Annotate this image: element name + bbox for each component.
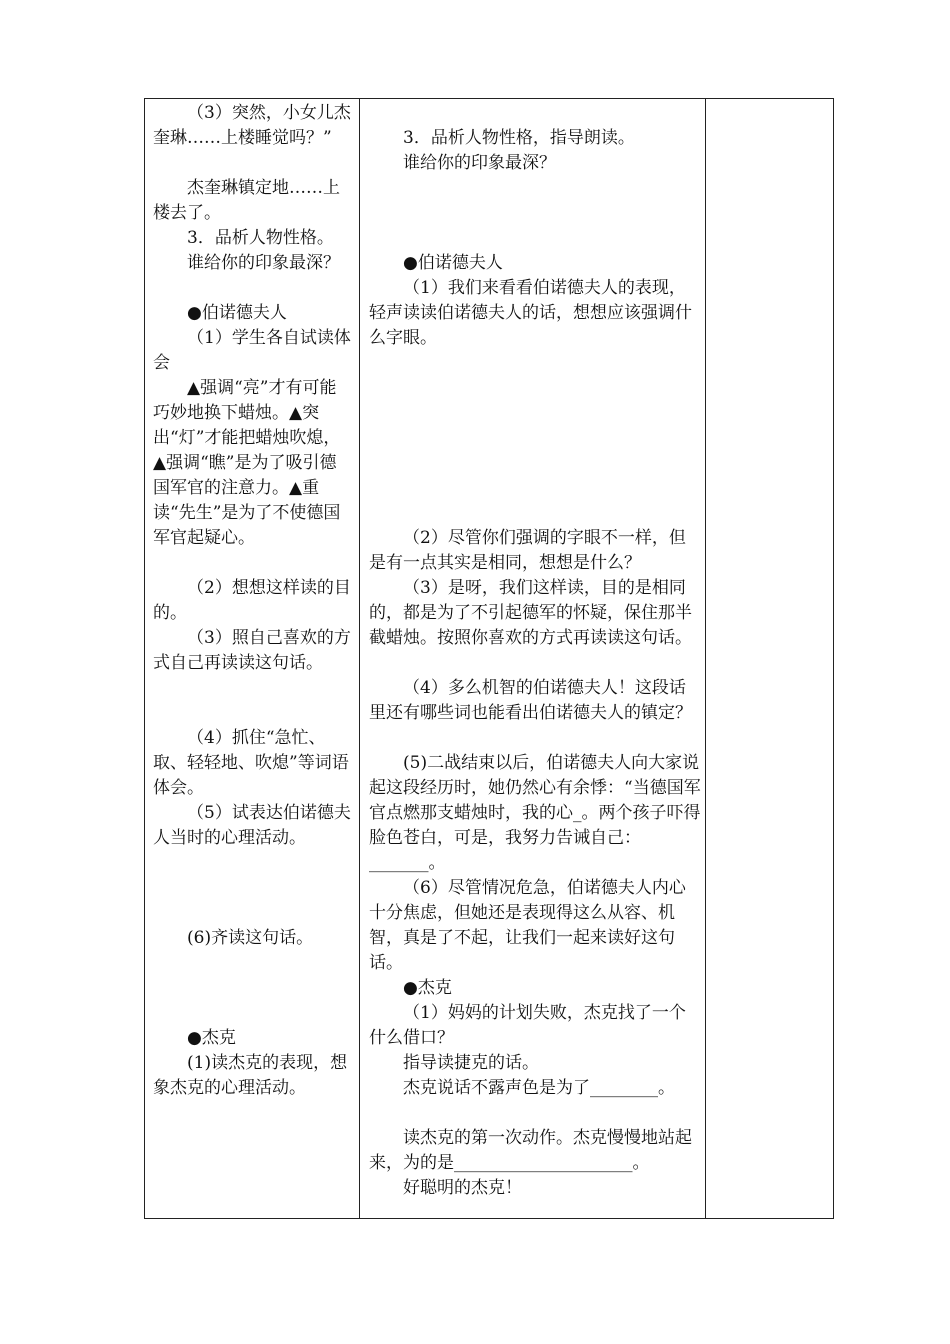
middle-paragraph: 指导读捷克的话。 [403,1053,539,1073]
column-divider-2 [705,99,706,1218]
middle-paragraph: （2）尽管你们强调的字眼不一样，但是有一点其实是相同，想想是什么？ [369,528,686,573]
left-paragraph: ●伯诺德夫人 [187,303,287,323]
middle-paragraph: ●伯诺德夫人 [403,253,503,273]
middle-paragraph: 好聪明的杰克！ [403,1178,522,1198]
left-paragraph: ▲强调“亮”才有可能巧妙地换下蜡烛。▲突出“灯”才能把蜡烛吹熄，▲强调“瞧”是为了吸引德国军官的注意力。▲重读“先生”是为了不使德国军官起疑心。 [153,378,341,548]
left-paragraph: ●杰克 [187,1028,236,1048]
middle-paragraph: ●杰克 [403,978,452,998]
middle-paragraph: 3．品析人物性格，指导朗读。 [403,128,635,148]
left-paragraph: （3）突然，小女儿杰奎琳……上楼睡觉吗？” [153,103,351,148]
middle-paragraph: 谁给你的印象最深？ [403,153,556,173]
middle-paragraph: (5)二战结束以后，伯诺德夫人向大家说起这段经历时，她仍然心有余悸：“当德国军官点燃那支蜡烛时，我的心_。两个孩子吓得脸色苍白，可是，我努力告诫自己：_______。 [369,753,701,873]
left-paragraph: 谁给你的印象最深？ [187,253,340,273]
middle-paragraph: 读杰克的第一次动作。杰克慢慢地站起来，为的是_____________________。 [369,1128,692,1173]
left-paragraph: （2）想想这样读的目的。 [153,578,351,623]
lesson-table [144,98,834,1219]
left-paragraph: （5）试表达伯诺德夫人当时的心理活动。 [153,803,351,848]
left-paragraph: 3．品析人物性格。 [187,228,334,248]
middle-paragraph: 杰克说话不露声色是为了________。 [403,1078,675,1098]
left-paragraph: 杰奎琳镇定地……上楼去了。 [153,178,340,223]
middle-paragraph: （4）多么机智的伯诺德夫人！这段话里还有哪些词也能看出伯诺德夫人的镇定？ [369,678,692,723]
left-paragraph: (1)读杰克的表现，想象杰克的心理活动。 [153,1053,348,1098]
left-paragraph: （1）学生各自试读体会 [153,328,351,373]
column-divider-1 [359,99,360,1218]
middle-paragraph: （6）尽管情况危急，伯诺德夫人内心十分焦虑，但她还是表现得这么从容、机智，真是了不起，让我们一起来读好这句话。 [369,878,686,973]
left-paragraph: （3）照自己喜欢的方式自己再读读这句话。 [153,628,351,673]
middle-paragraph: （1）我们来看看伯诺德夫人的表现，轻声读读伯诺德夫人的话，想想应该强调什么字眼。 [369,278,692,348]
middle-paragraph: （3）是呀，我们这样读，目的是相同的，都是为了不引起德军的怀疑，保住那半截蜡烛。按照你喜欢的方式再读读这句话。 [369,578,692,648]
left-paragraph: （4）抓住“急忙、取、轻轻地、吹熄”等词语体会。 [153,728,349,798]
middle-paragraph: （1）妈妈的计划失败，杰克找了一个什么借口？ [369,1003,686,1048]
left-paragraph: (6)齐读这句话。 [187,928,314,948]
